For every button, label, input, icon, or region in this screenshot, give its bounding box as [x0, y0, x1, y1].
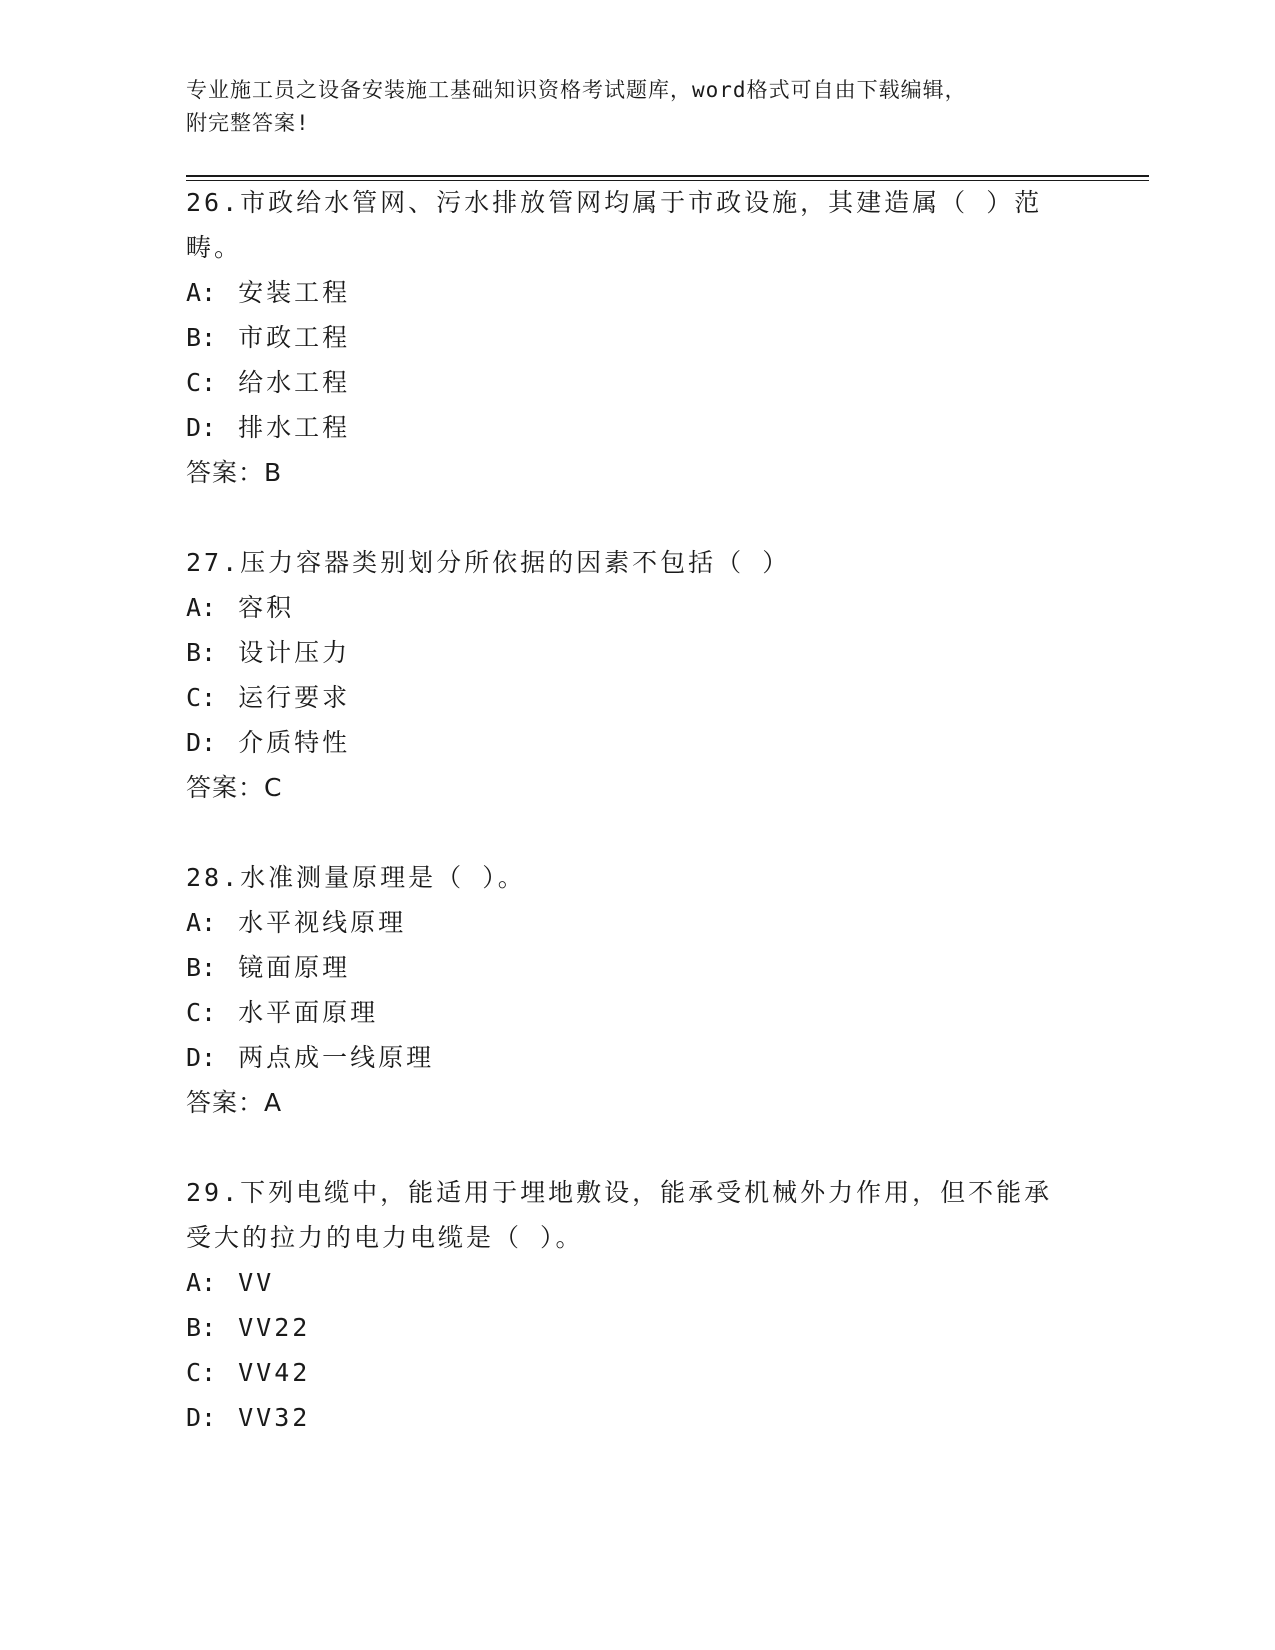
option-key: A:: [186, 1268, 217, 1297]
option-key: C:: [186, 1358, 217, 1387]
option-key: C:: [186, 683, 217, 712]
question-stem-line-1: 27.压力容器类别划分所依据的因素不包括（ ）: [186, 548, 791, 577]
option-d: [186, 1395, 1086, 1440]
option-text: 市政工程: [238, 323, 351, 352]
option-key: A:: [186, 278, 217, 307]
question-stem-line-1: 26.市政给水管网、污水排放管网均属于市政设施，其建造属（ ）范: [186, 188, 1043, 217]
option-a: [186, 585, 1086, 630]
option-b: [186, 1305, 1086, 1350]
question-stem-line-1: 28.水准测量原理是（ ）。: [186, 863, 526, 892]
option-key: A:: [186, 908, 217, 937]
option-c: [186, 360, 1086, 405]
option-text: 安装工程: [238, 278, 351, 307]
document-header: [186, 74, 1066, 140]
answer-label: 答案：A: [186, 1088, 283, 1117]
question-stem: [186, 540, 1086, 585]
question-stem-line-1: 29.下列电缆中，能适用于埋地敷设，能承受机械外力作用，但不能承: [186, 1178, 1053, 1207]
option-text: 运行要求: [238, 683, 351, 712]
answer-label: 答案：C: [186, 773, 283, 802]
question-29: [186, 1170, 1086, 1440]
option-text: 两点成一线原理: [238, 1043, 435, 1072]
option-key: D:: [186, 413, 217, 442]
option-a: [186, 1260, 1086, 1305]
option-text: VV: [238, 1268, 275, 1297]
option-d: [186, 405, 1086, 450]
question-stem-line-2: 受大的拉力的电力电缆是（ ）。: [186, 1223, 584, 1252]
option-key: D:: [186, 1043, 217, 1072]
header-line-2: 附完整答案!: [186, 111, 310, 135]
option-key: D:: [186, 728, 217, 757]
option-key: C:: [186, 998, 217, 1027]
option-b: [186, 315, 1086, 360]
question-stem: [186, 855, 1086, 900]
option-key: B:: [186, 638, 217, 667]
option-a: [186, 900, 1086, 945]
option-text: 设计压力: [238, 638, 351, 667]
option-key: B:: [186, 1313, 217, 1342]
option-key: D:: [186, 1403, 217, 1432]
option-d: [186, 720, 1086, 765]
option-text: 镜面原理: [238, 953, 351, 982]
option-text: VV32: [238, 1403, 311, 1432]
answer-label: 答案：B: [186, 458, 283, 487]
option-text: 介质特性: [238, 728, 351, 757]
option-text: 水平视线原理: [238, 908, 407, 937]
header-line-1: 专业施工员之设备安装施工基础知识资格考试题库，word格式可自由下载编辑，: [186, 78, 967, 102]
option-key: C:: [186, 368, 217, 397]
option-c: [186, 1350, 1086, 1395]
option-a: [186, 270, 1086, 315]
option-text: 容积: [238, 593, 295, 622]
question-stem-line-2: 畴。: [186, 233, 243, 262]
question-28: [186, 855, 1086, 1125]
question-27: [186, 540, 1086, 810]
option-b: [186, 945, 1086, 990]
option-text: VV42: [238, 1358, 311, 1387]
option-text: 排水工程: [238, 413, 351, 442]
option-key: B:: [186, 953, 217, 982]
option-c: [186, 990, 1086, 1035]
header-divider-thick: [186, 175, 1149, 177]
option-text: VV22: [238, 1313, 311, 1342]
question-stem: [186, 180, 1086, 270]
option-text: 给水工程: [238, 368, 351, 397]
option-text: 水平面原理: [238, 998, 379, 1027]
question-26: [186, 180, 1086, 495]
option-d: [186, 1035, 1086, 1080]
question-stem: [186, 1170, 1086, 1260]
option-key: A:: [186, 593, 217, 622]
option-b: [186, 630, 1086, 675]
option-c: [186, 675, 1086, 720]
option-key: B:: [186, 323, 217, 352]
